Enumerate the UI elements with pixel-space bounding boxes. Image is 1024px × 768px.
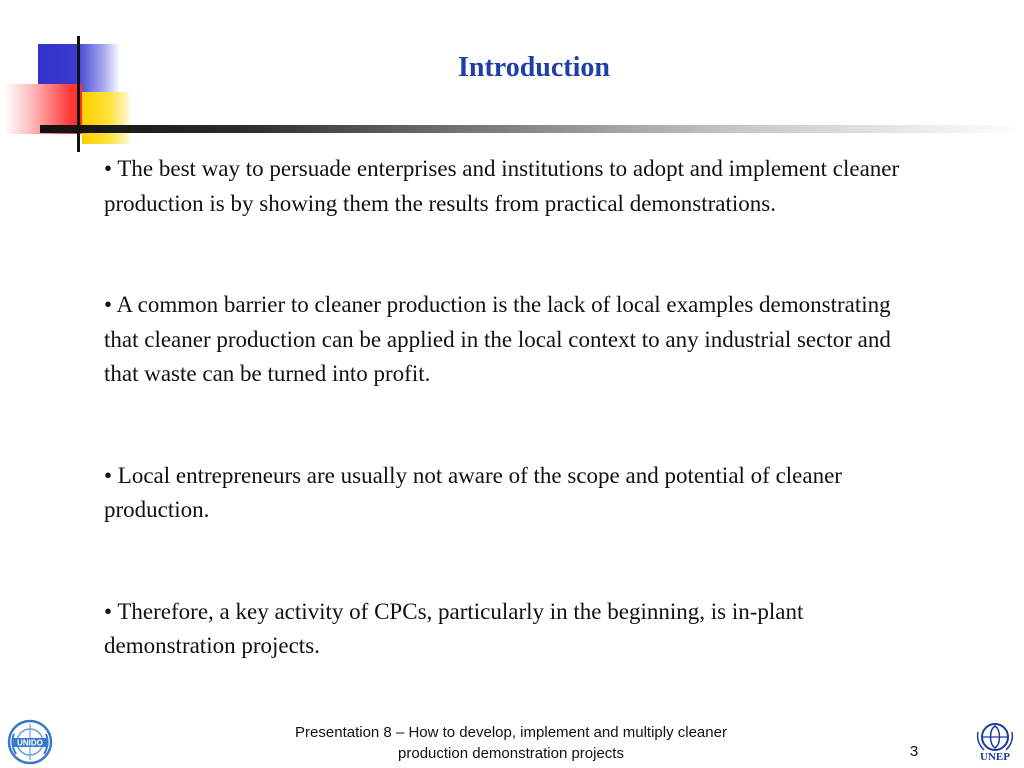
decor-yellow-square xyxy=(82,92,132,144)
bullet-item: • A common barrier to cleaner production is the lack of local examples demonstrating that cleaner production can be applied in the local context to any industrial sector and that waste can be turned into profit. xyxy=(104,292,891,386)
bullet-item: • Local entrepreneurs are usually not aware of the scope and potential of cleaner production. xyxy=(104,462,842,522)
bullet-item: • Therefore, a key activity of CPCs, particularly in the beginning, is in-plant demonstration projects. xyxy=(104,598,804,658)
unido-emblem-icon xyxy=(6,718,54,766)
decor-vertical-line xyxy=(77,36,80,152)
title-divider xyxy=(40,125,1024,133)
footer-line-2: production demonstration projects xyxy=(398,745,624,762)
page-number: 3 xyxy=(909,743,919,760)
unido-logo-text: UNIDO xyxy=(17,738,43,748)
footer-caption xyxy=(226,722,796,764)
bullet-list xyxy=(104,152,924,664)
unep-logo-text: UNEP xyxy=(980,751,1010,763)
slide-title: Introduction xyxy=(458,52,610,83)
footer-line-1: Presentation 8 – How to develop, implement and multiply cleaner xyxy=(295,724,727,741)
bullet-item: • The best way to persuade enterprises and institutions to adopt and implement cleaner production is by showing them the results from practical demonstrations. xyxy=(104,156,900,216)
